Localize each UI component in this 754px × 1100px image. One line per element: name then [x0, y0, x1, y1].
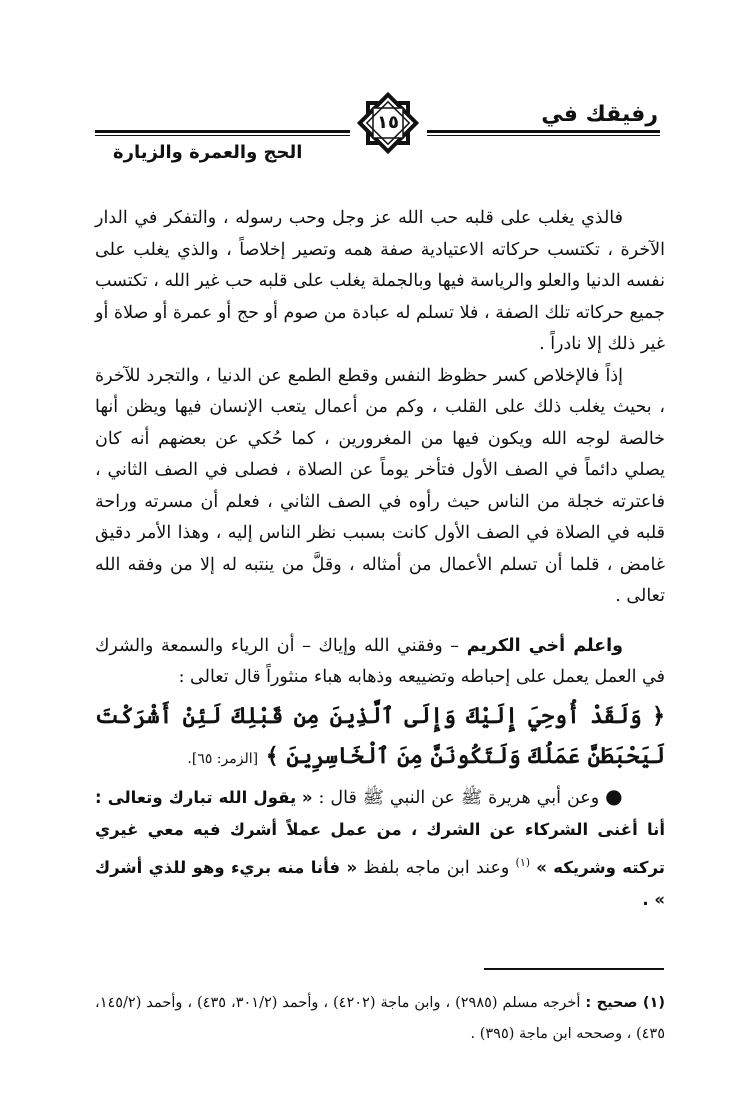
paragraph-2: إذاً فالإخلاص كسر حظوظ النفس وقطع الطمع عن الدنيا ، والتجرد للآخرة ، بحيث يغلب ذلك على القلب ، وكم من أعمال يتعب الإنسان فيها ويظن أنها خالصة لوجه الله ويكون فيها من المغرورين ، كما حُكي عن بعضهم أنه كان يصلي دائماً في الصف الأول فتأخر يوماً عن الصلاة ، فصلى في الصف الثاني ، فاعترته خجلة من الناس حيث رأوه في الصف الثاني ، فعلم أن مسرته وراحة قلبه في الصلاة في الصف الأول كانت بسبب نظر الناس إليه ، وهذا الأمر دقيق غامض ، قلما أن تسلم الأعمال من أمثاله ، وقلَّ من ينتبه له إلا من وفقه الله تعالى .	[95, 365, 665, 606]
header-rule-left-bottom	[95, 135, 350, 136]
header-rule-right-bottom	[427, 135, 660, 136]
footnotes	[95, 988, 665, 1050]
book-title-part1: رفيقك في	[541, 102, 658, 127]
page-number-badge	[353, 88, 423, 158]
paragraph-3	[95, 631, 665, 694]
paragraph-3-lead: واعلم أخي الكريم	[466, 635, 623, 656]
hadith-text-2: « فأنا منه بريء وهو للذي أشرك » .	[95, 857, 665, 909]
header-rule-right-top	[427, 130, 660, 133]
paragraph-3-body: – وفقني الله وإياك – أن الرياء والسمعة والشرك في العمل يعمل على إحباطه وتضييعه وذهابه هباء منثوراً قال تعالى :	[95, 635, 665, 687]
paragraph-1: فالذي يغلب على قلبه حب الله عز وجل وحب رسوله ، والتفكر في الدار الآخرة ، تكتسب حركاته الاعتيادية صفة همه وتصير إخلاصاً ، والذي يغلب على نفسه الدنيا والعلو والرياسة فيها وبالجملة يغلب على قلبه حب غير الله ، تكتسب جميع حركاته تلك الصفة ، فلا تسلم له عبادة من صوم أو حج أو عمرة أو صلاة أو غير ذلك إلا نادراً .	[95, 208, 665, 354]
paragraph-4	[95, 781, 665, 917]
footnote-marker[interactable]: (١)	[515, 855, 531, 869]
footnote-1	[95, 988, 665, 1050]
page-number: ١٥	[377, 112, 399, 133]
main-text	[95, 203, 665, 916]
quran-verse	[95, 696, 665, 779]
footnote-1-label: (١) صحيح :	[585, 995, 665, 1011]
verse-text: ﴿ وَلَقَدْ أُوحِيَ إِلَيْكَ وَإِلَى ٱلَّذِينَ مِن قَبْلِكَ لَئِنْ أَشْرَكْتَ لَيَحْبَطَنَّ عَمَلُكَ وَلَتَكُونَنَّ مِنَ ٱلْخَاسِرِينَ ﴾	[95, 702, 665, 769]
verse-reference: [الزمر: ٦٥].	[187, 750, 259, 767]
footnote-separator	[484, 968, 664, 970]
hadith-mid: وعند ابن ماجه بلفظ	[357, 857, 516, 878]
bullet-icon: ●	[605, 783, 624, 808]
hadith-intro: وعن أبي هريرة ﷺ عن النبي ﷺ قال :	[312, 787, 606, 808]
book-title-part2: الحج والعمرة والزيارة	[113, 142, 303, 163]
footnote-1-text: أخرجه مسلم (٢٩٨٥) ، وابن ماجة (٤٢٠٢) ، وأحمد (٣٠١/٢، ٤٣٥) ، وأحمد (١٤٥/٢، ٤٣٥) ، وصححه ابن ماجة (٣٩٥) .	[95, 995, 665, 1042]
hadith-text: « يقول الله تبارك وتعالى : أنا أغنى الشركاء عن الشرك ، من عمل عملاً أشرك فيه معي غيري تركته وشريكه »	[95, 787, 665, 877]
header-rule-left-top	[95, 130, 350, 133]
page-header	[95, 80, 660, 170]
